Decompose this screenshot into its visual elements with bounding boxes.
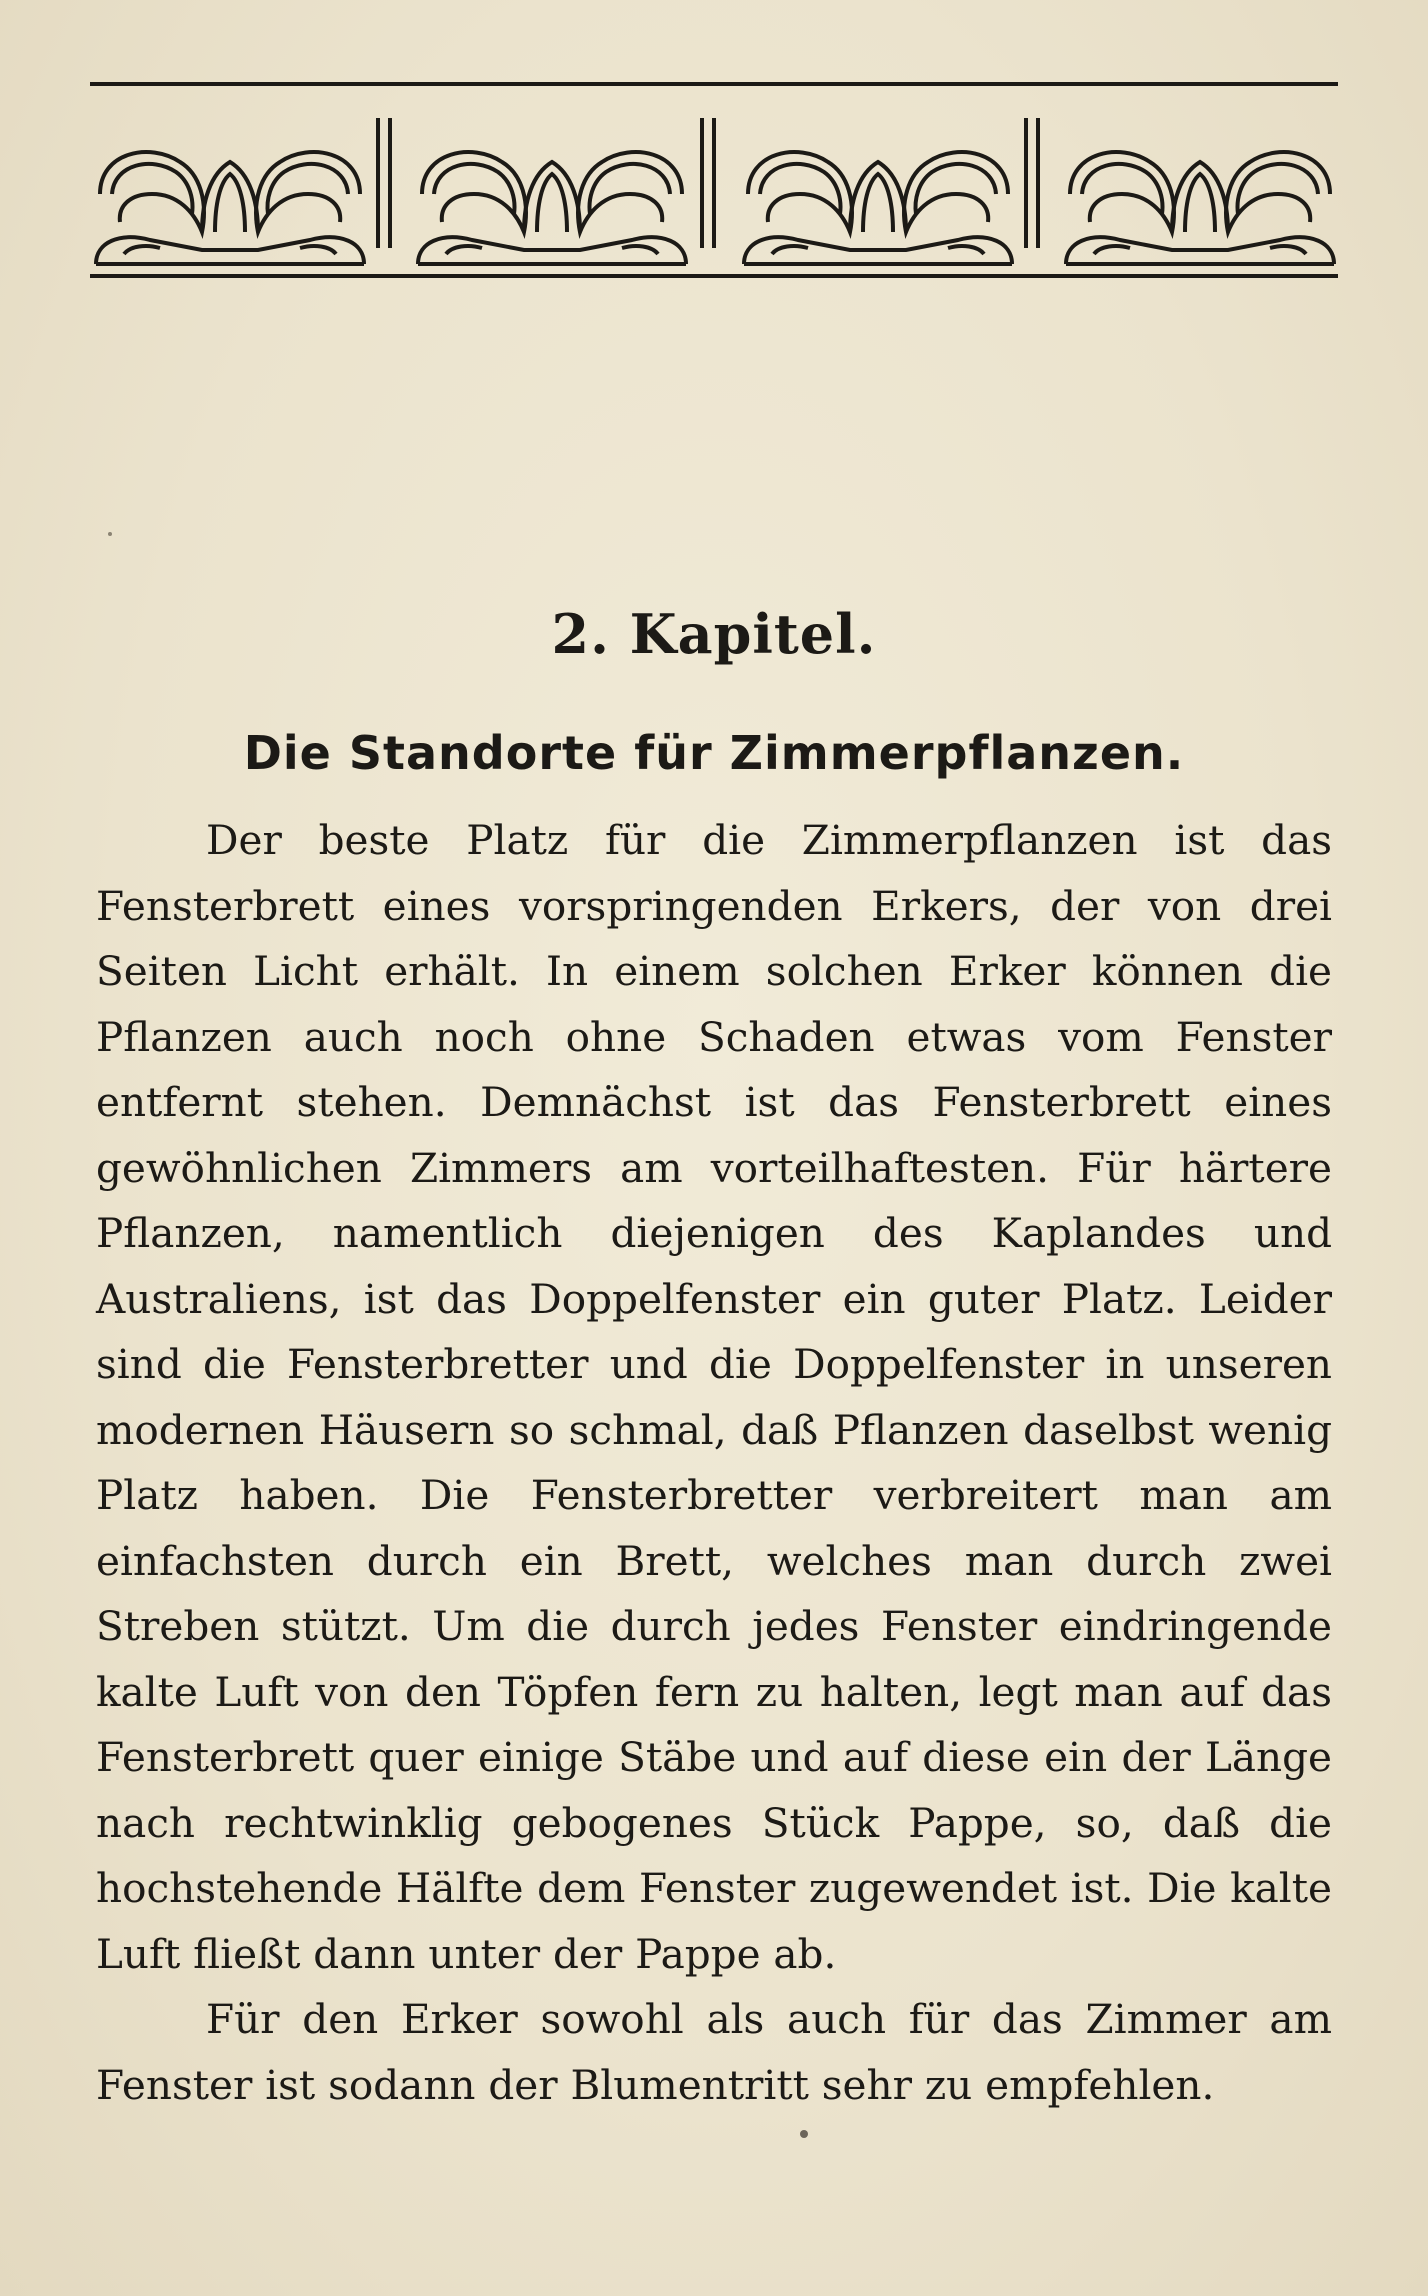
chapter-title: 2. Kapitel. [551,602,877,666]
section-title: Die Standorte für Zimmerpflanzen. [243,726,1185,780]
art-nouveau-border-icon [90,82,1338,282]
paragraph: Der beste Platz für die Zimmerpflanzen ist das Fensterbrett eines vorspringenden Erkers, der von drei Seiten Licht erhält. In einem solchen Erker können die Pflanzen auch noch ohne Schaden etwas vom Fenster entfernt stehen. Demnächst ist das Fensterbrett eines gewöhnlichen Zimmers am vorteilhaftesten. Für härtere Pflanzen, namentlich diejenigen des Kaplandes und Australiens, ist das Doppelfenster ein guter Platz. Leider sind die Fensterbretter und die Doppelfenster in unseren modernen Häusern so schmal, daß Pflanzen daselbst wenig Platz haben. Die Fensterbretter verbreitert man am einfachsten durch ein Brett, welches man durch zwei Streben stützt. Um die durch jedes Fenster eindringende kalte Luft von den Töpfen fern zu halten, legt man auf das Fensterbrett quer einige Stäbe und auf diese ein der Länge nach rechtwinklig gebogenes Stück Pappe, so, daß die hochstehende Hälfte dem Fenster zugewendet ist. Die kalte Luft fließt dann unter der Pappe ab. [96,816,1332,1978]
header-ornament [90,82,1338,282]
page-mark [800,2130,808,2138]
paragraph: Für den Erker sowohl als auch für das Zimmer am Fenster ist sodann der Blumentritt sehr zu empfehlen. [96,1995,1332,2109]
paper-speck [108,532,112,536]
body-text [96,808,1332,2118]
